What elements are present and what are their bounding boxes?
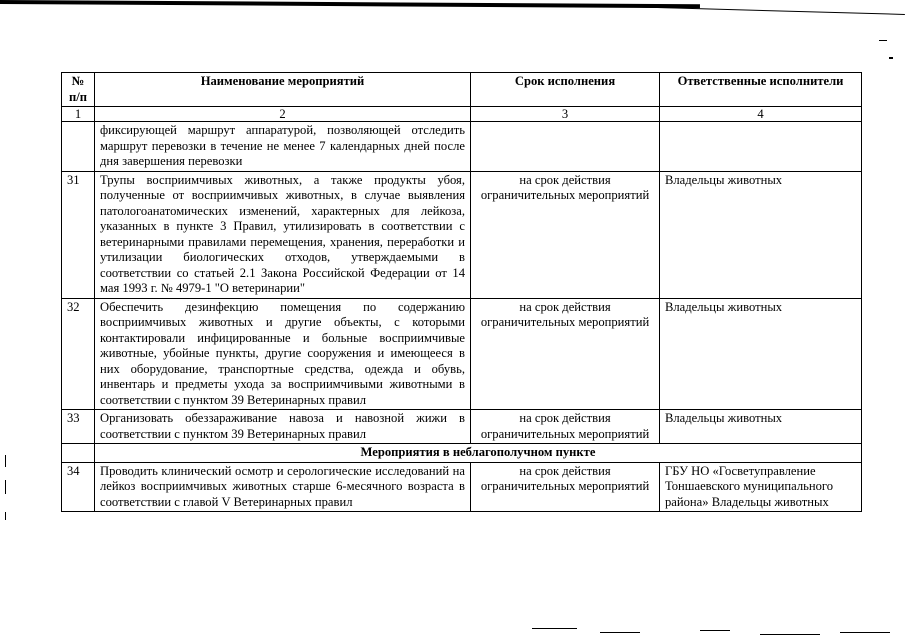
scan-mark — [700, 630, 730, 631]
row-responsible — [660, 122, 862, 172]
header-num: № п/п — [62, 73, 95, 107]
header-name: Наименование мероприятий — [95, 73, 471, 107]
scan-mark — [879, 40, 887, 41]
row-responsible: Владельцы животных — [660, 410, 862, 444]
scan-mark — [5, 455, 6, 467]
scan-mark — [600, 632, 640, 633]
row-text: Трупы восприимчивых животных, а также продукты убоя, полученные от восприимчивых животных, в случае выявления патологоанатомических изменений, характерных для лейкоза, указанных в пункте 3 Правил, утилизировать в соответствии с ветеринарными правилами перемещения, хранения, переработки и утилизации биологических отходов, утверждаемыми в соответствии со статьей 2.1 Закона Российской Федерации от 14 мая 1993 г. № 4979-1 "О ветеринарии" — [95, 171, 471, 298]
column-number: 2 — [95, 107, 471, 122]
scan-mark — [5, 480, 6, 494]
header-responsible: Ответственные исполнители — [660, 73, 862, 107]
row-num: 31 — [62, 171, 95, 298]
table-row — [62, 462, 862, 512]
row-responsible: Владельцы животных — [660, 171, 862, 298]
table-row — [62, 122, 862, 172]
scan-mark — [889, 57, 893, 59]
scan-edge-line — [620, 6, 905, 15]
header-term: Срок исполнения — [471, 73, 660, 107]
column-number-row — [62, 107, 862, 122]
row-num — [62, 122, 95, 172]
row-responsible: Владельцы животных — [660, 298, 862, 410]
row-num: 32 — [62, 298, 95, 410]
column-number: 3 — [471, 107, 660, 122]
table-row — [62, 410, 862, 444]
row-text: Организовать обеззараживание навоза и навозной жижи в соответствии с пунктом 39 Ветеринарных правил — [95, 410, 471, 444]
table-row — [62, 298, 862, 410]
section-title: Мероприятия в неблагополучном пункте — [95, 444, 862, 463]
row-term: на срок действия ограничительных мероприятий — [471, 462, 660, 512]
row-text: фиксирующей маршрут аппаратурой, позволяющей отследить маршрут перевозки в течение не менее 7 календарных дней после дня завершения перевозки — [95, 122, 471, 172]
row-responsible: ГБУ НО «Госветуправление Тоншаевского муниципального района» Владельцы животных — [660, 462, 862, 512]
scan-edge-band — [0, 0, 700, 8]
row-text: Обеспечить дезинфекцию помещения по содержанию восприимчивых животных и другие объекты, с которыми контактировали инфицированные и больные восприимчивые животные, убойные пункты, другие сооружения и имеющееся в них оборудование, транспортные средства, одежда и обувь, инвентарь и предметы ухода за восприимчивыми животными в соответствии с пунктом 39 Ветеринарных правил — [95, 298, 471, 410]
scan-mark — [760, 634, 820, 635]
table-row — [62, 171, 862, 298]
scan-top-edge — [0, 0, 905, 14]
scan-mark — [840, 632, 890, 633]
column-number: 4 — [660, 107, 862, 122]
column-number: 1 — [62, 107, 95, 122]
row-text: Проводить клинический осмотр и серологические исследований на лейкоз восприимчивых животных старше 6-месячного возраста в соответствии с главой V Ветеринарных правил — [95, 462, 471, 512]
table-header-row — [62, 73, 862, 107]
scan-mark — [5, 512, 6, 520]
row-num: 33 — [62, 410, 95, 444]
row-term — [471, 122, 660, 172]
measures-table — [61, 72, 862, 512]
scan-mark — [532, 628, 577, 629]
section-row — [62, 444, 862, 463]
row-num: 34 — [62, 462, 95, 512]
row-term: на срок действия ограничительных мероприятий — [471, 410, 660, 444]
row-term: на срок действия ограничительных мероприятий — [471, 298, 660, 410]
row-term: на срок действия ограничительных мероприятий — [471, 171, 660, 298]
section-empty-cell — [62, 444, 95, 463]
